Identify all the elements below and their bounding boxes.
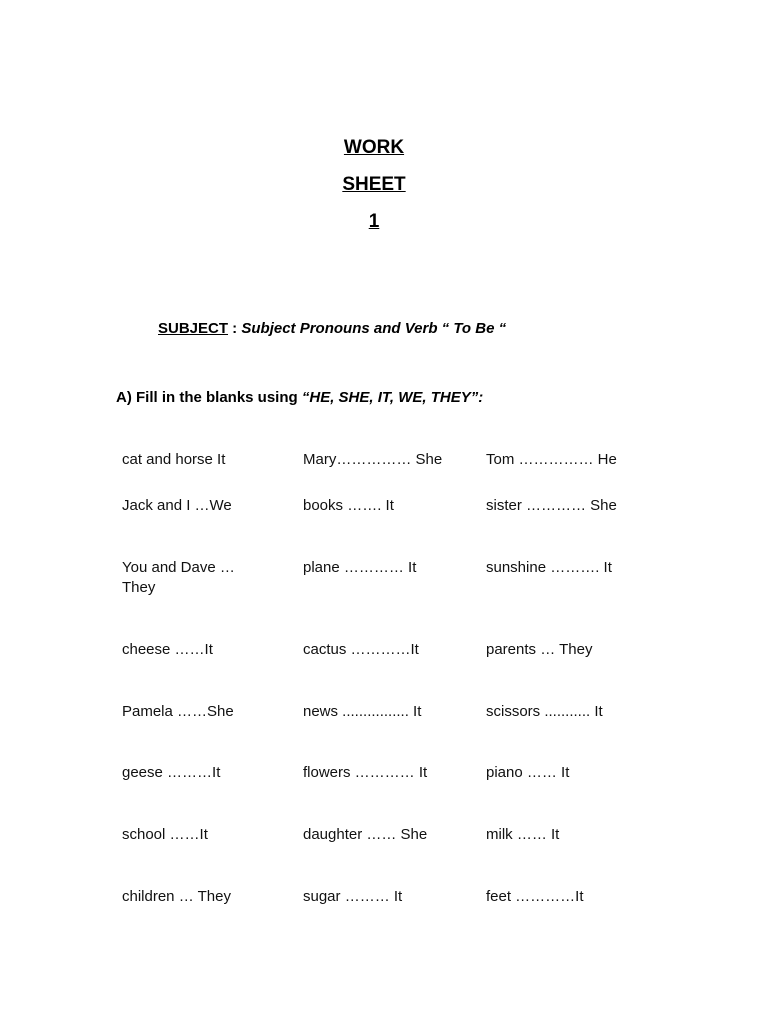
- exercise-item: parents … They: [486, 641, 593, 658]
- instruction-prefix: A) Fill in the blanks using: [116, 389, 302, 406]
- exercise-instruction: [116, 389, 483, 407]
- exercise-item: milk …… It: [486, 826, 560, 843]
- exercise-item: You and Dave … They: [122, 559, 235, 596]
- exercise-item: daughter …… She: [303, 826, 428, 843]
- exercise-item: Jack and I …We: [122, 497, 232, 514]
- exercise-item: geese ………It: [122, 764, 221, 781]
- exercise-item: flowers ………… It: [303, 764, 428, 781]
- exercise-item: school ……It: [122, 826, 208, 843]
- exercise-item: piano …… It: [486, 764, 570, 781]
- exercise-item: sugar ……… It: [303, 888, 403, 905]
- subject-line: [158, 320, 506, 338]
- exercise-item: Pamela ……She: [122, 703, 234, 720]
- subject-label: SUBJECT: [158, 320, 229, 337]
- worksheet-title-line-1: WORK: [343, 137, 405, 158]
- exercise-item: Mary…………… She: [303, 451, 443, 468]
- exercise-item: scissors ........... It: [486, 703, 603, 720]
- exercise-item: cactus …………It: [303, 641, 419, 658]
- subject-separator: :: [228, 320, 242, 337]
- exercise-item: books ……. It: [303, 497, 394, 514]
- subject-value: Subject Pronouns and Verb “ To Be “: [241, 320, 507, 337]
- exercise-item: sunshine ………. It: [486, 559, 612, 576]
- exercise-item: Tom …………… He: [486, 451, 617, 468]
- instruction-pronoun-list: “HE, SHE, IT, WE, THEY”:: [301, 389, 484, 406]
- exercise-item: children … They: [122, 888, 231, 905]
- exercise-item: feet …………It: [486, 888, 584, 905]
- worksheet-title-line-3: 1: [368, 211, 380, 232]
- exercise-item: news ................ It: [303, 703, 422, 720]
- worksheet-title-line-2: SHEET: [342, 174, 406, 195]
- exercise-item: sister ………… She: [486, 497, 617, 514]
- exercise-item: cheese ……It: [122, 641, 213, 658]
- exercise-item: plane ………… It: [303, 559, 417, 576]
- exercise-item: cat and horse It: [122, 451, 226, 468]
